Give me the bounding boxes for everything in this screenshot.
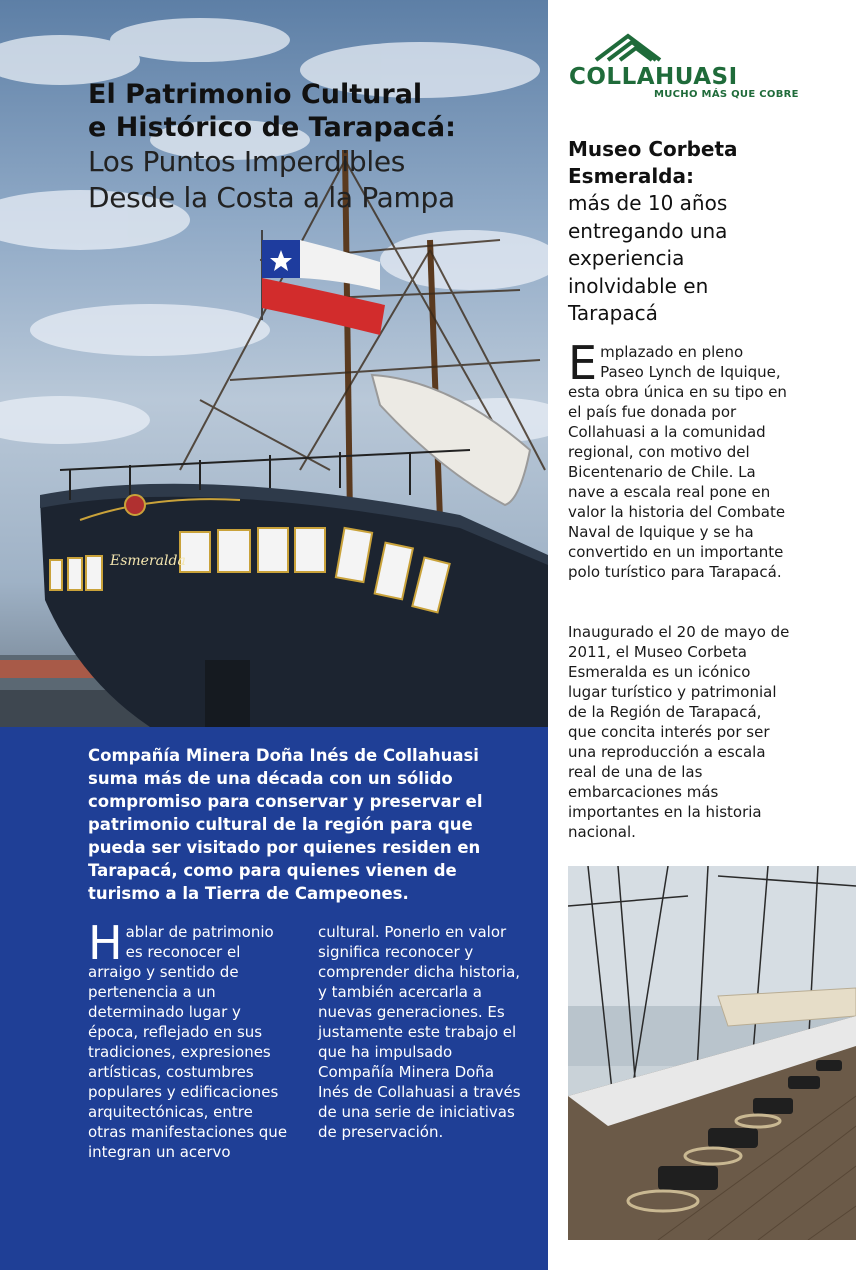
title-line-1: El Patrimonio Cultural <box>88 79 423 110</box>
ship-name-label: Esmeralda <box>110 553 186 569</box>
hero-photo <box>0 0 548 727</box>
title-line-2: e Histórico de Tarapacá: <box>88 112 456 143</box>
deck-photo <box>568 866 856 1240</box>
sidebar-heading-line-4: entregando una <box>568 218 728 243</box>
sidebar-heading-line-1: Museo Corbeta <box>568 137 738 161</box>
sidebar-heading-line-5: experiencia <box>568 246 685 270</box>
sidebar-paragraph-1 <box>568 336 790 582</box>
logo-tagline: MUCHO MÁS QUE COBRE <box>654 89 799 100</box>
sidebar-paragraph-1-text: mplazado en pleno Paseo Lynch de Iquique, esta obra única en su tipo en el país fue donada por Collahuasi a la comunidad regional, con motivo del Bicentenario de Chile. La nave a escala real pone en valor la historia del Combate Naval de Iquique y se ha convertido en un importante polo turístico para Tarapacá. <box>568 343 787 581</box>
sidebar-heading-line-6: inolvidable en <box>568 273 709 298</box>
subtitle-line-2: Desde la Costa a la Pampa <box>88 181 455 214</box>
body-column-2: cultural. Ponerlo en valor significa reconocer y comprender dicha historia, y también acercarla a nuevas generaciones. Es justamente este trabajo el que ha impulsado Compañía Minera Doña Inés de Collahuasi a través de una serie de iniciativas de preservación. <box>318 923 521 1141</box>
subtitle-line-1: Los Puntos Imperdibles <box>88 145 406 178</box>
deck-illustration <box>568 866 856 1240</box>
column-1-text: ablar de patrimonio es reconocer el arraigo y sentido de pertenencia a un determinado lugar y época, reflejado en sus tradiciones, expresiones artísticas, costumbres populares y edificaciones arquitectónicas, entre otras manifestaciones que integran un acervo <box>88 923 288 1161</box>
sidebar-heading <box>568 136 808 328</box>
sidebar-heading-line-7: Tarapacá <box>568 301 658 325</box>
sidebar-paragraph-2: Inaugurado el 20 de mayo de 2011, el Museo Corbeta Esmeralda es un icónico lugar turístico y patrimonial de la Región de Tarapacá, que concita interés por ser una reproducción a escala real de una de las embarcaciones más importantes en la historia nacional. <box>568 623 790 841</box>
article-title <box>88 78 528 216</box>
logo-wordmark: COLLAHUASI <box>569 64 738 90</box>
sidebar-heading-line-2: Esmeralda: <box>568 164 694 188</box>
drop-cap: E <box>568 336 598 390</box>
body-column-1 <box>88 916 288 1162</box>
intro-paragraph: Compañía Minera Doña Inés de Collahuasi suma más de una década con un sólido compromiso para conservar y preservar el patrimonio cultural de la región para que pueda ser visitado por quienes residen en Tarapacá, como para quienes vienen de turismo a la Tierra de Campeones. <box>88 746 483 903</box>
sidebar-heading-line-3: más de 10 años <box>568 191 728 215</box>
drop-cap: H <box>88 916 123 970</box>
